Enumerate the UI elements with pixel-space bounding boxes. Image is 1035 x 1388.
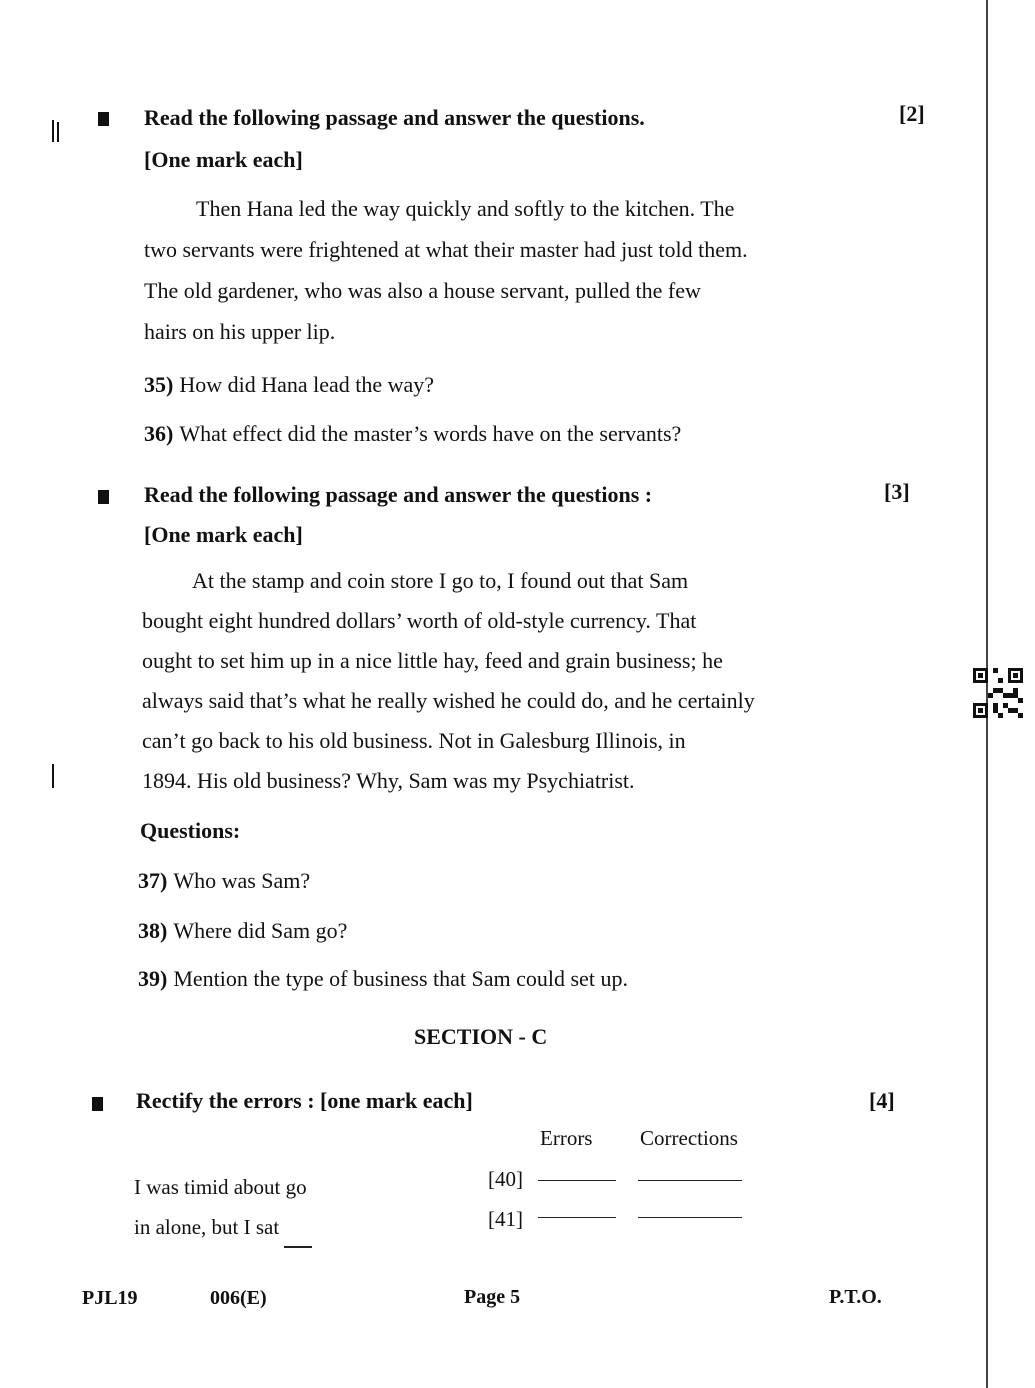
errors-column-header: Errors [540,1126,593,1150]
underline-mark [284,1246,312,1248]
margin-mark [52,120,54,142]
question-text: How did Hana lead the way? [179,372,435,397]
error-blank[interactable] [538,1180,616,1181]
error-sentence: I was timid about go [134,1175,307,1199]
passage-line: Then Hana led the way quickly and softly to the kitchen. The [196,196,735,221]
section-c-title: SECTION - C [414,1024,548,1049]
passage-line: bought eight hundred dollars’ worth of old-style currency. That [142,608,697,633]
passage-line: can’t go back to his old business. Not in Galesburg Illinois, in [142,728,686,753]
margin-mark [57,122,59,142]
question-text: Where did Sam go? [173,918,348,943]
passage-line: ought to set him up in a nice little hay, feed and grain business; he [142,648,723,673]
bullet-icon [98,112,109,126]
bullet-icon [98,490,109,504]
section-b-passage [142,561,755,801]
question-number: 36) [144,421,174,446]
question-35 [144,372,434,398]
corrections-column-header: Corrections [640,1126,738,1150]
question-text: Mention the type of business that Sam could set up. [173,966,628,991]
footer-pto: P.T.O. [829,1286,882,1308]
section-a-note: [One mark each] [144,147,303,172]
section-a-passage [144,188,748,352]
question-number: 38) [138,918,168,943]
footer-page: Page 5 [464,1286,521,1308]
qr-code-icon [973,668,1023,718]
passage-line: 1894. His old business? Why, Sam was my Psychiatrist. [142,768,635,793]
passage-line: hairs on his upper lip. [144,319,336,344]
passage-line: At the stamp and coin store I go to, I found out that Sam [192,568,689,593]
section-a-heading: Read the following passage and answer the questions. [144,105,645,130]
question-number: 39) [138,966,168,991]
section-b-note: [One mark each] [144,522,303,547]
questions-label: Questions: [140,818,241,843]
correction-blank[interactable] [638,1180,742,1181]
passage-line: The old gardener, who was also a house servant, pulled the few [144,278,701,303]
question-number: 37) [138,868,168,893]
question-38 [138,918,347,944]
correction-blank[interactable] [638,1217,742,1218]
margin-mark [52,764,54,788]
section-c-marks: [4] [869,1088,895,1113]
section-b-marks: [3] [884,479,910,504]
error-sentence: in alone, but I sat [134,1215,280,1239]
footer-paper: 006(E) [210,1287,267,1309]
error-blank[interactable] [538,1217,616,1218]
bullet-icon [92,1097,103,1111]
section-a-marks: [2] [899,101,925,126]
question-number: 35) [144,372,174,397]
footer-code: PJL19 [82,1287,138,1309]
error-number: [41] [488,1207,523,1231]
question-39 [138,966,628,992]
question-text: What effect did the master’s words have on the servants? [179,421,682,446]
section-b-heading: Read the following passage and answer the questions : [144,482,653,507]
passage-line: always said that’s what he really wished he could do, and he certainly [142,688,755,713]
question-37 [138,868,310,894]
section-c-heading: Rectify the errors : [one mark each] [136,1088,473,1113]
passage-line: two servants were frightened at what their master had just told them. [144,237,748,262]
question-text: Who was Sam? [173,868,311,893]
error-number: [40] [488,1167,523,1191]
question-36 [144,421,681,447]
